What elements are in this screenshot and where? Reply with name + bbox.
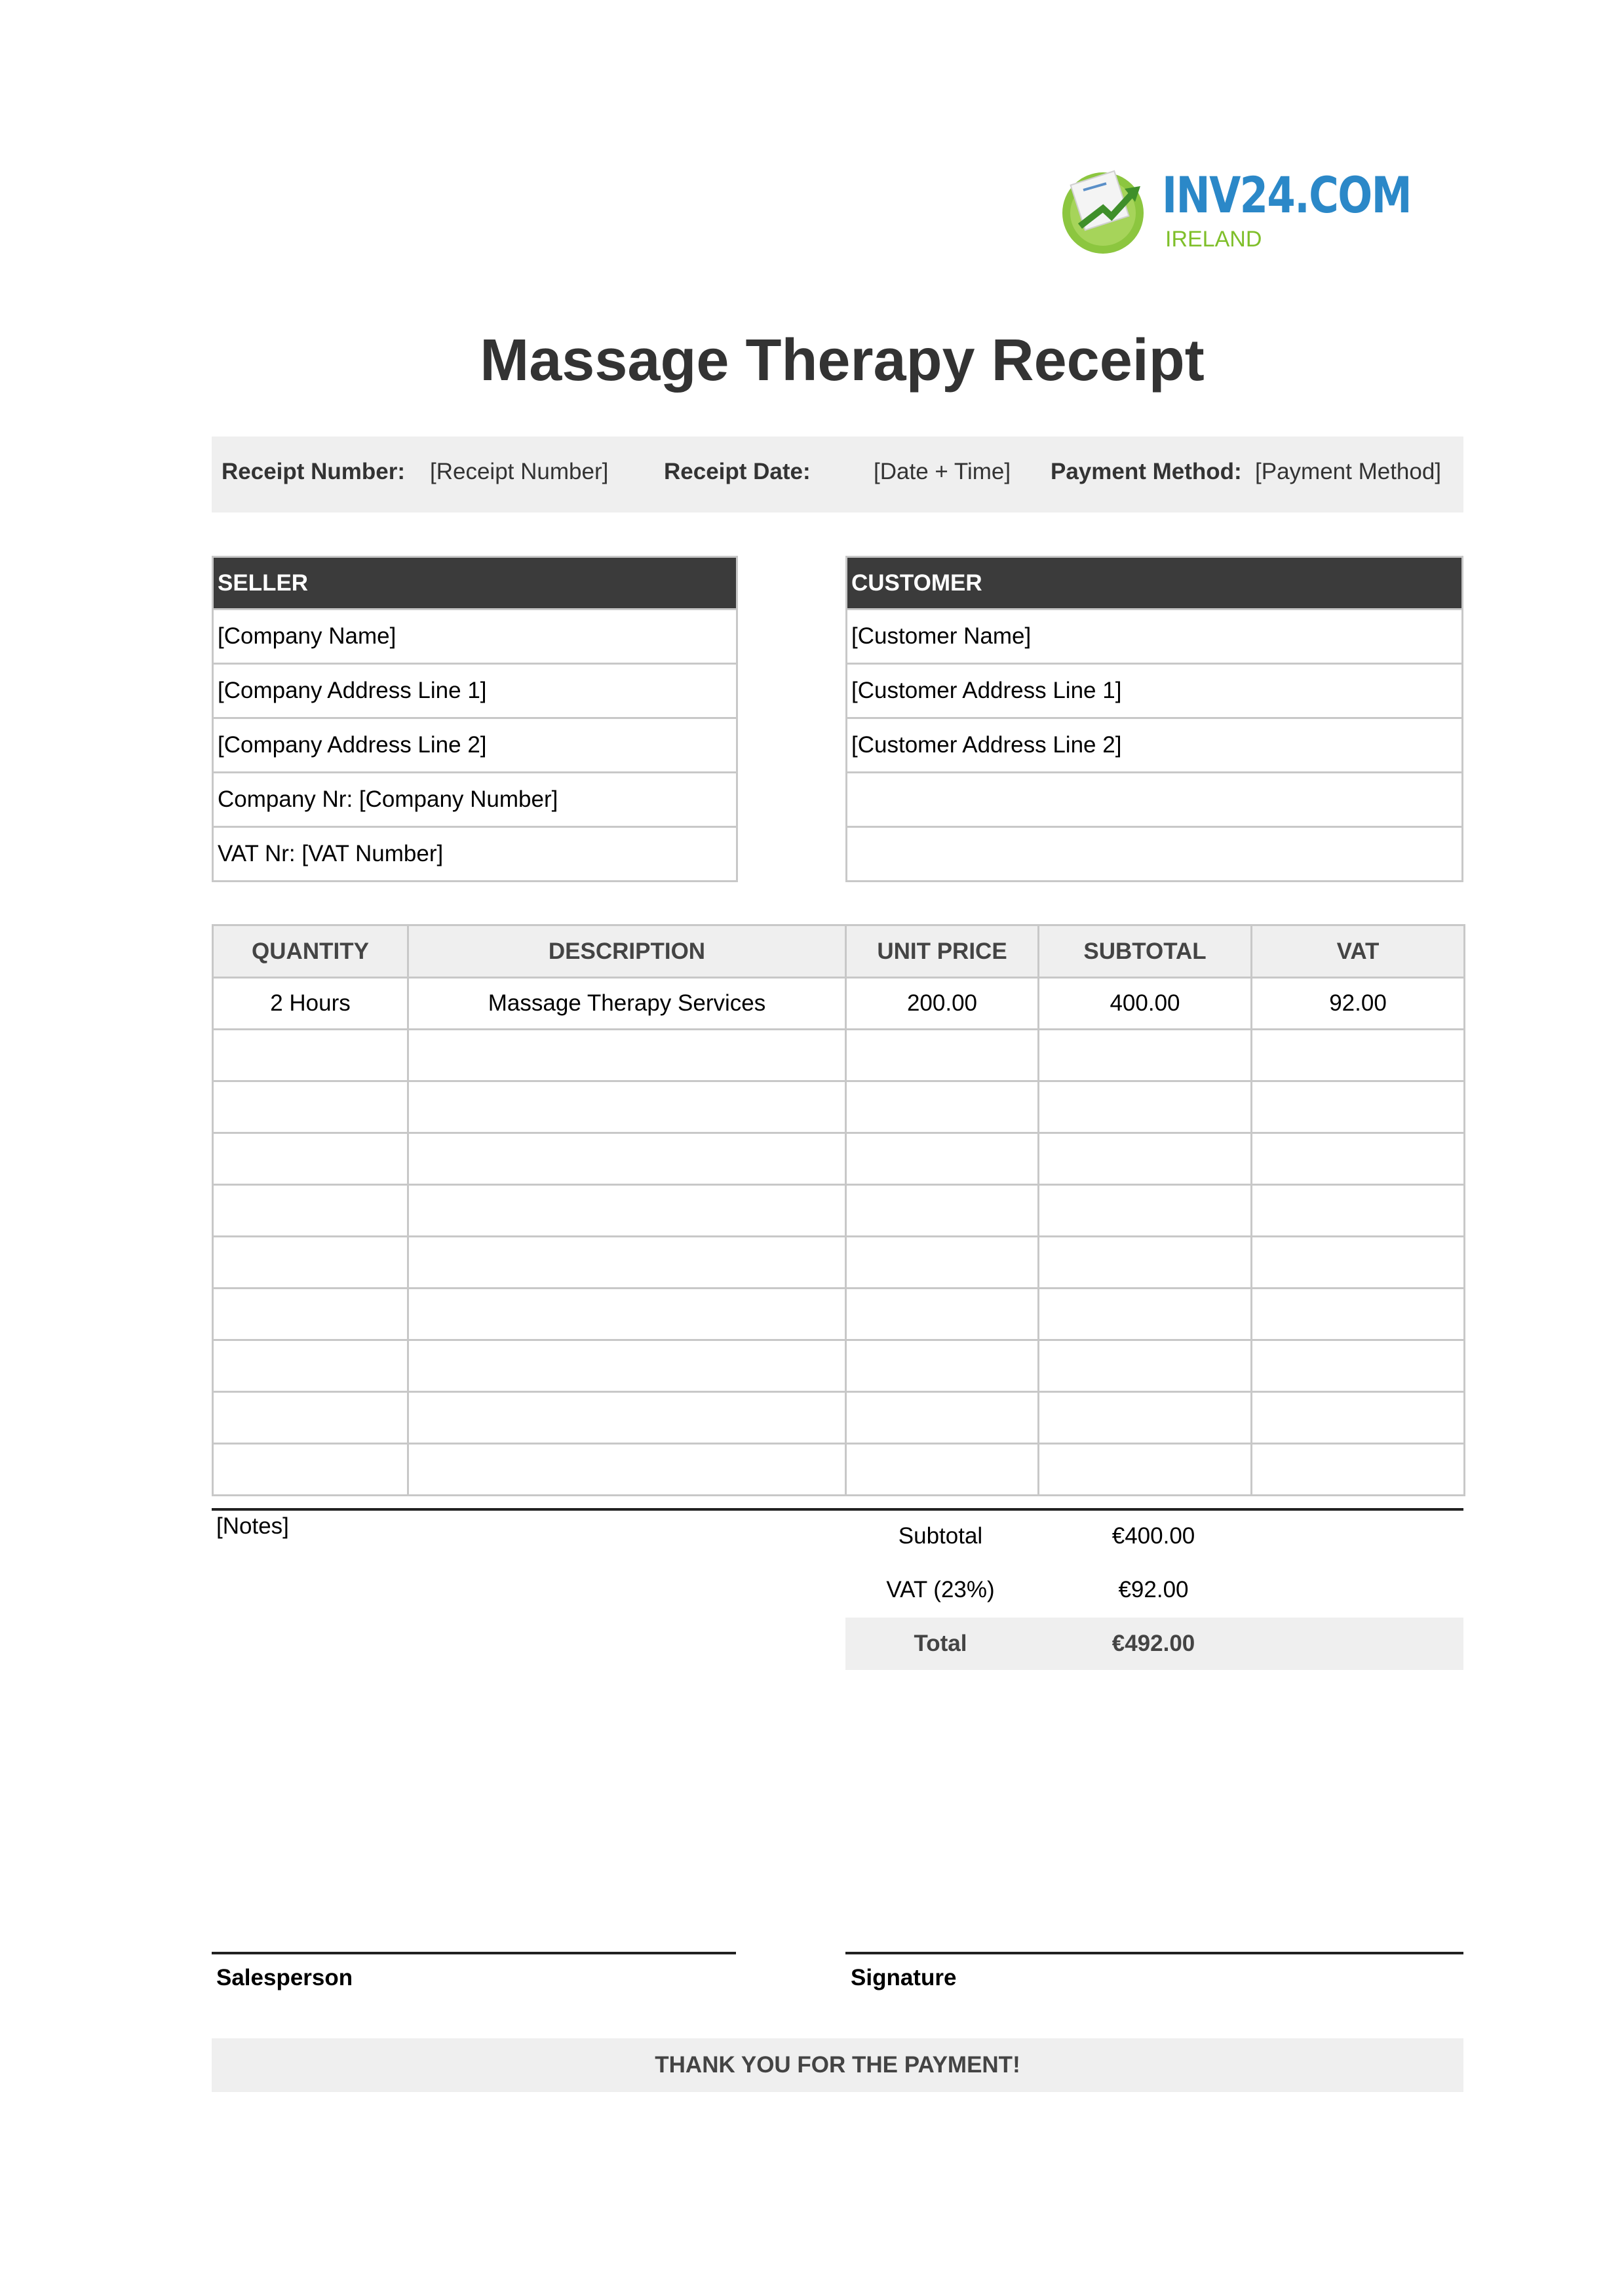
payment-method-value: [Payment Method] (1255, 459, 1442, 484)
receipt-info-bar (212, 436, 1463, 513)
cell-unit-price (846, 1237, 1039, 1289)
cell-vat (1252, 1081, 1465, 1133)
logo-icon (1054, 157, 1159, 262)
cell-vat (1252, 1340, 1465, 1392)
logo-region-text: IRELAND (1165, 227, 1262, 252)
cell-unit-price: 200.00 (846, 978, 1039, 1030)
items-table (212, 924, 1465, 1496)
seller-line: [Company Address Line 2] (214, 719, 736, 773)
col-header-unit-price: UNIT PRICE (846, 925, 1039, 978)
total-value: €492.00 (1112, 1631, 1195, 1656)
total-label: Total (914, 1631, 967, 1656)
cell-vat (1252, 1444, 1465, 1496)
subtotal-value: €400.00 (1112, 1523, 1195, 1549)
cell-unit-price (846, 1444, 1039, 1496)
table-row (213, 1133, 1465, 1185)
signature-label: Signature (851, 1965, 957, 1990)
cell-subtotal (1039, 1340, 1252, 1392)
cell-unit-price (846, 1392, 1039, 1444)
table-row (213, 1081, 1465, 1133)
cell-vat (1252, 1133, 1465, 1185)
items-header-row (213, 925, 1465, 978)
cell-subtotal (1039, 1133, 1252, 1185)
cell-vat (1252, 1237, 1465, 1289)
seller-heading: SELLER (214, 558, 736, 610)
cell-description (408, 1237, 846, 1289)
cell-description (408, 1185, 846, 1237)
cell-quantity (213, 1392, 408, 1444)
cell-quantity (213, 1185, 408, 1237)
seller-line: VAT Nr: [VAT Number] (218, 841, 444, 866)
brand-logo (1054, 157, 1411, 262)
notes-text: [Notes] (216, 1513, 289, 1539)
cell-subtotal (1039, 1081, 1252, 1133)
col-header-description: DESCRIPTION (408, 925, 846, 978)
cell-quantity (213, 1237, 408, 1289)
cell-vat (1252, 1030, 1465, 1081)
cell-subtotal: 400.00 (1039, 978, 1252, 1030)
table-row (213, 978, 1465, 1030)
customer-line (847, 828, 1461, 880)
cell-subtotal (1039, 1289, 1252, 1340)
cell-subtotal (1039, 1392, 1252, 1444)
vat-value: €92.00 (1118, 1577, 1189, 1602)
table-row (213, 1030, 1465, 1081)
cell-unit-price (846, 1340, 1039, 1392)
signature-line (845, 1952, 1463, 1954)
cell-quantity (213, 1444, 408, 1496)
cell-unit-price (846, 1030, 1039, 1081)
receipt-date-value: [Date + Time] (874, 459, 1011, 484)
cell-quantity: 2 Hours (213, 978, 408, 1030)
salesperson-label: Salesperson (216, 1965, 353, 1990)
cell-description: Massage Therapy Services (408, 978, 846, 1030)
table-row (213, 1444, 1465, 1496)
table-row (213, 1340, 1465, 1392)
seller-box (212, 556, 738, 882)
cell-vat (1252, 1185, 1465, 1237)
col-header-quantity: QUANTITY (213, 925, 408, 978)
customer-line (847, 773, 1461, 828)
subtotal-label: Subtotal (898, 1523, 983, 1549)
cell-unit-price (846, 1081, 1039, 1133)
vat-row (845, 1564, 1463, 1616)
customer-box (845, 556, 1463, 882)
cell-description (408, 1133, 846, 1185)
cell-unit-price (846, 1185, 1039, 1237)
salesperson-line (212, 1952, 736, 1954)
cell-description (408, 1289, 846, 1340)
table-row (213, 1392, 1465, 1444)
receipt-date-label: Receipt Date: (664, 459, 811, 484)
payment-method-label: Payment Method: (1051, 459, 1242, 484)
cell-subtotal (1039, 1444, 1252, 1496)
col-header-vat: VAT (1252, 925, 1465, 978)
cell-subtotal (1039, 1237, 1252, 1289)
customer-line: [Customer Name] (847, 610, 1461, 665)
cell-description (408, 1444, 846, 1496)
cell-description (408, 1392, 846, 1444)
receipt-number-value: [Receipt Number] (430, 459, 609, 484)
thank-you-banner: THANK YOU FOR THE PAYMENT! (212, 2038, 1463, 2092)
page-title: Massage Therapy Receipt (480, 328, 1205, 393)
cell-subtotal (1039, 1185, 1252, 1237)
seller-line: Company Nr: [Company Number] (214, 773, 736, 828)
total-row (845, 1618, 1463, 1670)
cell-quantity (213, 1081, 408, 1133)
cell-vat (1252, 1289, 1465, 1340)
cell-description (408, 1340, 846, 1392)
subtotal-row (845, 1510, 1463, 1562)
cell-quantity (213, 1289, 408, 1340)
table-row (213, 1289, 1465, 1340)
receipt-number-label: Receipt Number: (222, 459, 406, 484)
customer-heading: CUSTOMER (847, 558, 1461, 610)
table-row (213, 1237, 1465, 1289)
cell-description (408, 1081, 846, 1133)
customer-line: [Customer Address Line 1] (847, 665, 1461, 719)
cell-unit-price (846, 1133, 1039, 1185)
cell-description (408, 1030, 846, 1081)
col-header-subtotal: SUBTOTAL (1039, 925, 1252, 978)
seller-line: [Company Name] (214, 610, 736, 665)
seller-line: [Company Address Line 1] (214, 665, 736, 719)
cell-quantity (213, 1133, 408, 1185)
cell-quantity (213, 1340, 408, 1392)
cell-unit-price (846, 1289, 1039, 1340)
customer-line: [Customer Address Line 2] (847, 719, 1461, 773)
cell-vat (1252, 1392, 1465, 1444)
cell-vat: 92.00 (1252, 978, 1465, 1030)
cell-subtotal (1039, 1030, 1252, 1081)
cell-quantity (213, 1030, 408, 1081)
vat-label: VAT (23%) (886, 1577, 995, 1602)
table-row (213, 1185, 1465, 1237)
logo-brand-text: INV24.COM (1162, 166, 1411, 224)
